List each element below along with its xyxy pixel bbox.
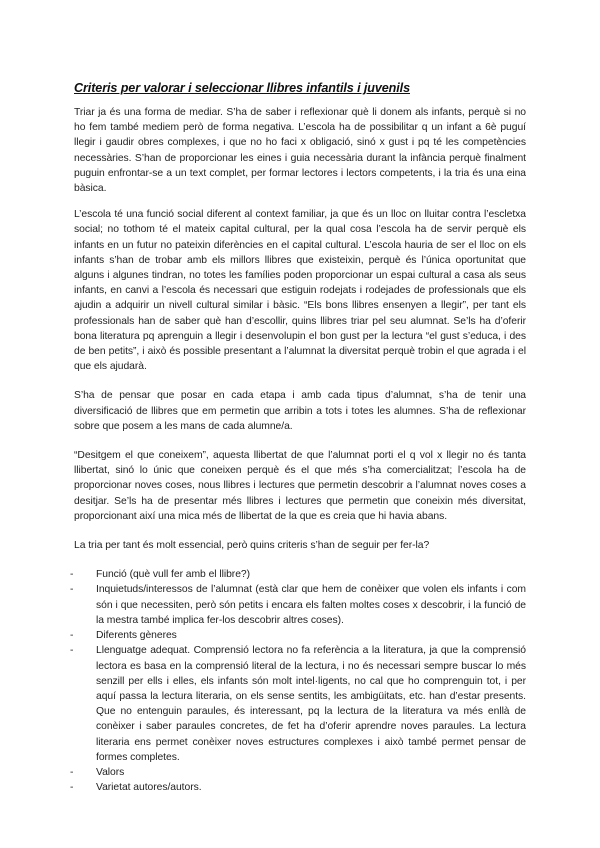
- dash-bullet: -: [70, 766, 74, 778]
- list-item: [70, 765, 526, 780]
- list-item: [70, 567, 526, 582]
- paragraph: Triar ja és una forma de mediar. S’ha de saber i reflexionar què li donem als infants, perquè si no ho fem també mediem però de forma negativa. L’escola ha de possibilitar q un infant a 6è puguí llegir i gaudir obres complexes, i que no ho faci x obligació, sinó x gust i pq té les competències necessàries. S’han de proporcionar les eines i guia necessària durant la infància perquè finalment puguin enfrontar-se a un text complet, per formar lectores i lectors competents, i la tria és una eina bàsica.: [74, 107, 526, 195]
- paragraph: L’escola té una funció social diferent al context familiar, ja que és un lloc on lluitar contra l’escletxa social; no tothom té el mateix capital cultural, per la qual cosa l’escola ha de servir perquè els infants en un futur no pateixin diferències en el capital cultural. L’escola hauria de ser el lloc on els infants s’han de trobar amb els millors llibres que existeixin, perquè és l’única oportunitat que alguns i algunes tindran, no totes les famílies poden proporcionar un espai cultural a casa als seus infants, en canvi a l’escola és necessari que estiguin rodejats i rodejades de professionals que els ajudin a adquirir un nivell cultural similar i bàsic. “Els bons llibres ensenyen a llegir”, per tant els professionals han de saber què han d’escollir, quins llibres triar pel seu alumnat. Se’ls ha d’oferir bona literatura pq aprenguin a llegir i desenvolupin el bon gust per la lectura “el gust s’educa, i des de ben petits”, i això és possible presentant a l’alumnat la diversitat perquè trobin el que agrada i el que els ajudarà.: [74, 209, 526, 373]
- list-item-text: Funció (què vull fer amb el llibre?): [96, 569, 250, 581]
- paragraph: S’ha de pensar que posar en cada etapa i amb cada tipus d’alumnat, s’ha de tenir una diversificació de llibres que em permetin que arribin a tots i totes les alumnes. S’ha de reflexionar sobre que posem a les mans de cada alumne/a.: [74, 390, 526, 432]
- criteria-list: [70, 567, 526, 795]
- document-body: [70, 80, 526, 795]
- paragraph: “Desitgem el que coneixem”, aquesta llibertat de que l’alumnat porti el q vol x llegir no és tanta llibertat, sinó lo únic que coneixen perquè és el que més s’ha comercialitzat; l’escola ha de proporcionar noves coses, nous llibres i lectures que permetin descobrir a l’alumnat noves coses a desitjar. Se’ls ha de presentar més llibres i lectures que permetin que coneixin més diversitat, proporcionant així una mica més de llibertat de la que es creia que hi havia abans.: [74, 450, 526, 522]
- dash-bullet: -: [70, 782, 74, 794]
- list-item: [70, 643, 526, 765]
- list-item-text: Diferents gèneres: [96, 630, 177, 642]
- dash-bullet: -: [70, 645, 74, 657]
- list-item-text: Llenguatge adequat. Comprensió lectora no fa referència a la literatura, ja que la comprensió lectora es basa en la comprensió literal de la lectura, i no és necessari sempre buscar lo més senzill per ells i elles, els infants són molt intel·ligents, no cal que ho comprenguin tot, i per aquí passa la lectura literaria, on els sense sentits, les ambigüitats, etc. han d’estar presents. Que no entenguin paraules, és interessant, pq la lectura de la literatura va més enllà de conèixer i saber paraules concretes, de fet ha d’oferir aprendre noves paraules. La lectura literaria ens permet conèixer noves estructures complexes i això també permet pensar de formes completes.: [96, 645, 526, 763]
- criteria-question: La tria per tant és molt essencial, però quins criteris s’han de seguir per fer-la?: [74, 540, 430, 552]
- dash-bullet: -: [70, 584, 74, 596]
- list-item-text: Inquietuds/interessos de l’alumnat (està clar que hem de conèixer que volen els infants i com són i que necessiten, però són petits i encara els falten moltes coses x descobrir, i la funció de la mestra també implica fer-los descobrir altres coses).: [96, 584, 526, 626]
- dash-bullet: -: [70, 569, 74, 581]
- list-item-text: Valors: [96, 766, 125, 778]
- list-item: [70, 780, 526, 795]
- dash-bullet: -: [70, 630, 74, 642]
- list-item: [70, 582, 526, 628]
- list-item: [70, 628, 526, 643]
- document-title: Criteris per valorar i seleccionar llibres infantils i juvenils: [74, 81, 410, 95]
- list-item-text: Varietat autores/autors.: [96, 782, 202, 794]
